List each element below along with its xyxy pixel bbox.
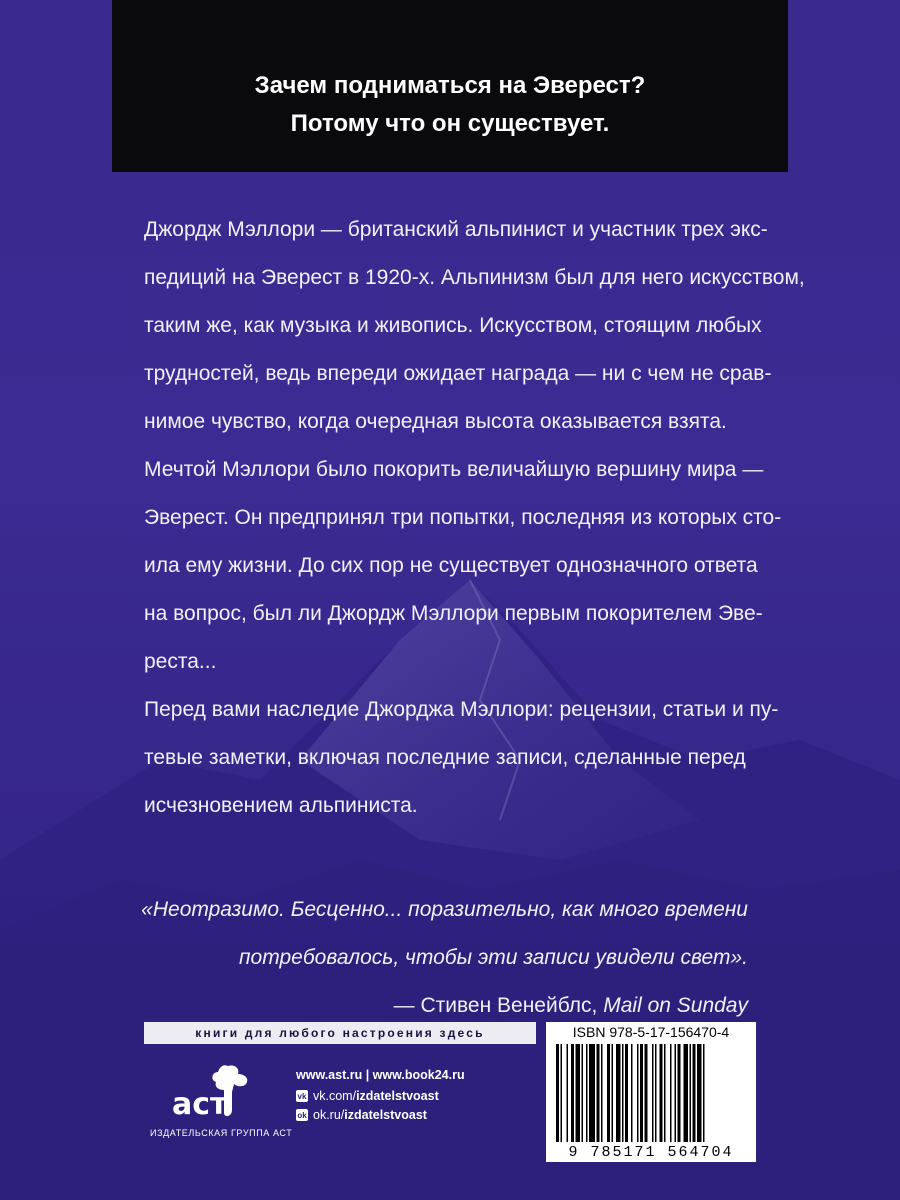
barcode <box>554 1044 750 1142</box>
blurb-line: Джордж Мэллори — британский альпинист и участник трех экс- <box>144 218 768 241</box>
review-quote-line-1: «Неотразимо. Бесценно... поразительно, как много времени <box>141 898 748 921</box>
barcode-bar <box>655 1044 657 1142</box>
vk-link[interactable] <box>296 1089 439 1103</box>
blurb-line: трудностей, ведь впереди ожидает награда — ни с чем не срав- <box>144 362 772 385</box>
barcode-bar <box>601 1044 603 1142</box>
review-quote-line-2: потребовалось, чтобы эти записи увидели свет». <box>238 946 748 969</box>
barcode-bar <box>616 1044 621 1142</box>
blurb-line: нимое чувство, когда очередная высота оказывается взята. <box>144 410 727 433</box>
vk-domain: vk.com/ <box>313 1089 357 1103</box>
barcode-bar <box>684 1044 689 1142</box>
barcode-bar <box>567 1044 569 1142</box>
isbn-number: ISBN 978-5-17-156470-4 <box>572 1024 730 1040</box>
barcode-bar <box>586 1044 588 1142</box>
barcode-bar <box>576 1044 581 1142</box>
barcode-bar <box>631 1044 633 1142</box>
isbn-barcode-block <box>546 1022 756 1162</box>
ast-logo <box>170 1062 260 1124</box>
ok-icon: ok <box>297 1110 307 1120</box>
barcode-bar <box>660 1044 663 1142</box>
barcode-bar <box>678 1044 681 1142</box>
review-source: Mail on Sunday <box>603 994 748 1017</box>
barcode-bar <box>571 1044 574 1142</box>
barcode-bar <box>703 1044 705 1142</box>
barcode-bar <box>625 1044 628 1142</box>
barcode-bar <box>664 1044 666 1142</box>
publisher-name: ИЗДАТЕЛЬСКАЯ ГРУППА АСТ <box>150 1128 293 1138</box>
blurb-line: исчезновением альпиниста. <box>144 794 418 817</box>
publisher-tagline: книги для любого настроения здесь <box>144 1022 536 1044</box>
barcode-bar <box>637 1044 639 1142</box>
blurb-line: таким же, как музыка и живопись. Искусством, стоящим любых <box>144 314 762 337</box>
blurb-line: Мечтой Мэллори было покорить величайшую вершину мира — <box>144 458 764 481</box>
barcode-bar <box>612 1044 614 1142</box>
barcode-bar <box>622 1044 624 1142</box>
barcode-bar <box>697 1044 702 1142</box>
headline-line-2: Потому что он существует. <box>290 110 610 137</box>
ok-handle: izdatelstvoast <box>344 1108 427 1122</box>
blurb-line: Эверест. Он предпринял три попытки, последняя из которых сто- <box>144 506 782 529</box>
barcode-bar <box>607 1044 610 1142</box>
publisher-websites[interactable]: www.ast.ru | www.book24.ru <box>296 1068 465 1082</box>
blurb-line: Перед вами наследие Джорджа Мэллори: рецензии, статьи и пу- <box>144 698 779 721</box>
vk-handle: izdatelstvoast <box>356 1089 439 1103</box>
review-author: — Стивен Венейблс, <box>393 994 604 1017</box>
headline-line-1: Зачем подниматься на Эверест? <box>254 72 646 99</box>
barcode-bar <box>597 1044 600 1142</box>
barcode-bar <box>589 1044 595 1142</box>
blurb-line: педиций на Эверест в 1920-х. Альпинизм был для него искусством, <box>144 266 805 289</box>
barcode-bar <box>556 1044 559 1142</box>
barcode-bar <box>670 1044 672 1142</box>
barcode-bar <box>675 1044 677 1142</box>
headline-banner <box>112 0 788 172</box>
blurb-line: на вопрос, был ли Джордж Мэллори первым покорителем Эве- <box>144 602 763 625</box>
ok-domain: ok.ru/ <box>313 1108 345 1122</box>
review-attribution <box>394 994 748 1018</box>
barcode-bar <box>690 1044 692 1142</box>
barcode-bar <box>645 1044 648 1142</box>
blurb-line: реста... <box>144 650 217 673</box>
barcode-bar <box>582 1044 584 1142</box>
barcode-digits: 9 785171 564704 <box>568 1144 734 1161</box>
blurb-line: ила ему жизни. До сих пор не существует однозначного ответа <box>144 554 758 577</box>
barcode-bar <box>693 1044 696 1142</box>
ok-link[interactable] <box>296 1108 427 1122</box>
blurb-line: тевые заметки, включая последние записи, сделанные перед <box>144 746 746 769</box>
barcode-bar <box>640 1044 643 1142</box>
barcode-bar <box>561 1044 563 1142</box>
barcode-bar <box>652 1044 654 1142</box>
vk-icon: vk <box>297 1091 307 1101</box>
logo-wordmark: аст <box>172 1087 228 1122</box>
